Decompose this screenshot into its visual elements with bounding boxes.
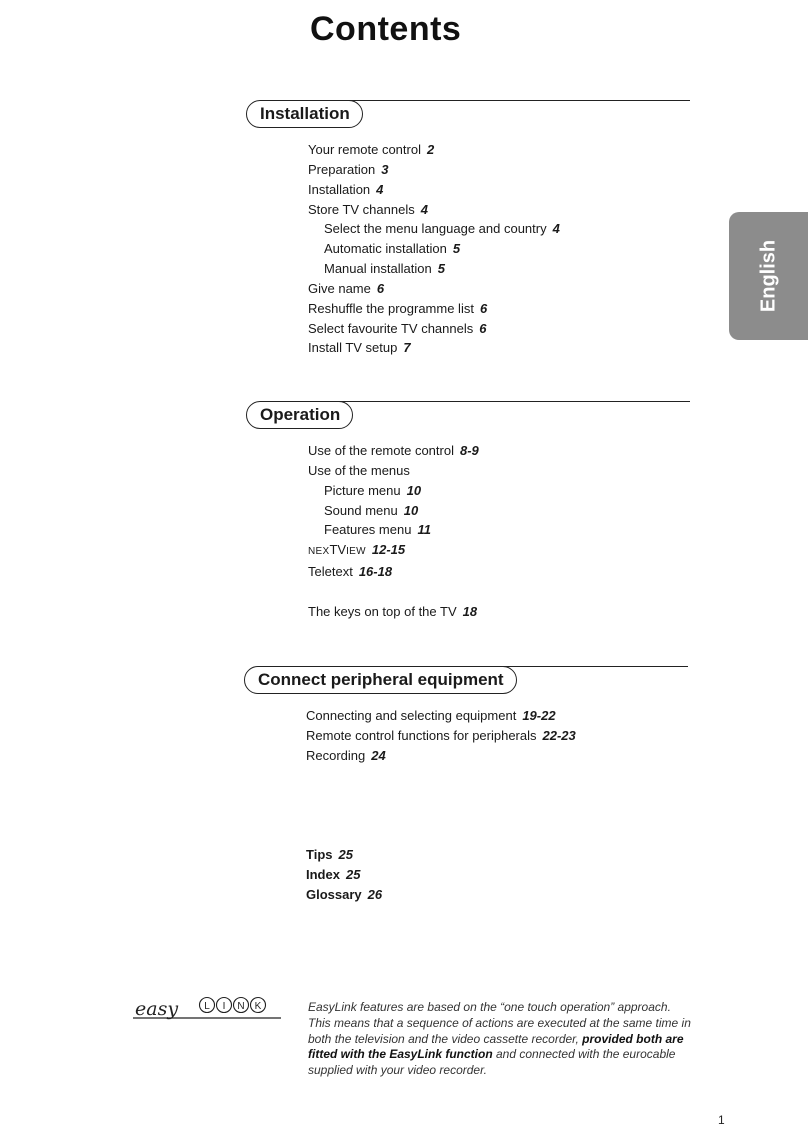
toc-operation <box>308 441 479 622</box>
easylink-note <box>308 1000 692 1079</box>
page-title: Contents <box>310 10 462 48</box>
toc-subentry: Automatic installation 5 <box>324 241 461 257</box>
toc-entry: Recording 24 <box>306 747 386 763</box>
toc-entry: The keys on top of the TV 18 <box>308 603 478 619</box>
section-heading-operation: Operation <box>246 401 353 429</box>
toc-entry: Your remote control 2 <box>308 142 435 157</box>
section-heading-installation: Installation <box>246 100 363 128</box>
easylink-logo <box>133 992 283 1026</box>
toc-entry: Connecting and selecting equipment 19-22 <box>306 708 556 723</box>
toc-subentry: Manual installation 5 <box>324 261 445 277</box>
toc-entry: Remote control functions for peripherals 22-23 <box>306 727 576 743</box>
section-rule <box>326 100 690 101</box>
logo-letter: N <box>237 1001 245 1012</box>
toc-peripherals <box>306 706 576 766</box>
toc-appendix <box>306 845 382 905</box>
toc-entry: Teletext 16-18 <box>308 564 393 580</box>
toc-entry: Tips 25 <box>306 847 353 862</box>
language-tab <box>729 212 808 340</box>
toc-subentry: Sound menu 10 <box>324 502 419 518</box>
toc-entry: Preparation 3 <box>308 161 389 177</box>
toc-entry: Select favourite TV channels 6 <box>308 320 487 336</box>
toc-entry: Installation 4 <box>308 181 384 197</box>
toc-subentry: Features menu 11 <box>324 522 431 538</box>
easylink-note-emphasis: provided both are fitted with the EasyLink function <box>308 1031 684 1062</box>
logo-letter: L <box>204 1001 210 1012</box>
page-number: 1 <box>718 1113 725 1127</box>
toc-entry: Glossary 26 <box>306 886 383 902</box>
toc-entry: Give name 6 <box>308 280 385 296</box>
easylink-note-intro: EasyLink features are based on the “one touch operation” approach. This means that a sequence of actions are executed at the same time in both the television and the video cassette recorder, <box>308 1000 691 1046</box>
easylink-logo-script: easy <box>135 998 179 1020</box>
toc-subentry: Picture menu 10 <box>324 482 422 498</box>
toc-entry: NEXTVIEW 12-15 <box>308 542 406 558</box>
toc-subentry: Select the menu language and country 4 <box>324 221 560 237</box>
logo-letter: K <box>254 1001 262 1012</box>
language-tab-label: English <box>757 239 779 313</box>
toc-entry: Index 25 <box>306 866 361 882</box>
easylink-note-outro: and connected with the eurocable supplied with your video recorder. <box>308 1047 676 1078</box>
toc-installation <box>308 140 560 358</box>
toc-entry: Reshuffle the programme list 6 <box>308 300 488 316</box>
section-rule <box>326 401 690 402</box>
logo-letter: I <box>222 1001 226 1012</box>
section-heading-peripherals: Connect peripheral equipment <box>244 666 517 694</box>
toc-entry: Use of the menus <box>308 462 410 478</box>
toc-entry: Store TV channels 4 <box>308 201 428 217</box>
toc-entry: Use of the remote control 8-9 <box>308 443 479 458</box>
toc-entry: Install TV setup 7 <box>308 340 411 356</box>
